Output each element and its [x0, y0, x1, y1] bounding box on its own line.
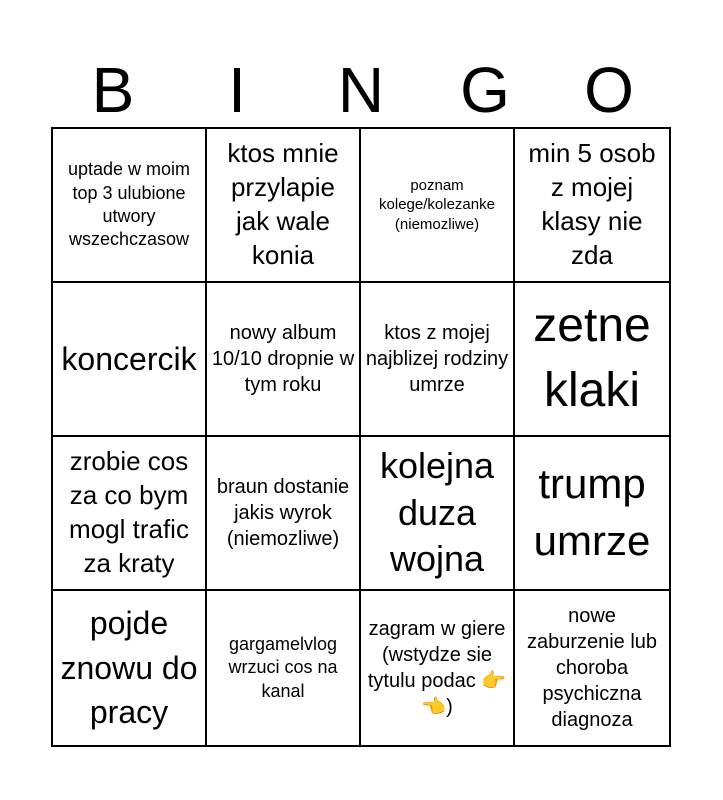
bingo-cell[interactable]: koncercik [53, 283, 207, 437]
bingo-cell[interactable]: uptade w moim top 3 ulubione utwory wszechczasow [53, 129, 207, 283]
bingo-cell[interactable]: gargamelvlog wrzuci cos na kanal [207, 591, 361, 745]
bingo-cell[interactable]: zrobie cos za co bym mogl trafic za kraty [53, 437, 207, 591]
header-letter-g: G [460, 54, 510, 126]
bingo-cell[interactable]: zagram w giere (wstydze sie tytulu podac 👉👈) [361, 591, 515, 745]
bingo-cell[interactable]: pojde znowu do pracy [53, 591, 207, 745]
header-letter-b: B [91, 54, 135, 126]
bingo-cell[interactable]: nowy album 10/10 dropnie w tym roku [207, 283, 361, 437]
header-letter-i: I [228, 54, 246, 126]
header-letter-o: O [584, 54, 634, 126]
bingo-cell[interactable]: braun dostanie jakis wyrok (niemozliwe) [207, 437, 361, 591]
bingo-header [51, 52, 671, 128]
bingo-cell[interactable]: ktos mnie przylapie jak wale konia [207, 129, 361, 283]
bingo-cell[interactable]: zetne klaki [515, 283, 669, 437]
bingo-cell[interactable]: trump umrze [515, 437, 669, 591]
bingo-cell[interactable]: ktos z mojej najblizej rodziny umrze [361, 283, 515, 437]
bingo-cell[interactable]: nowe zaburzenie lub choroba psychiczna diagnoza [526, 605, 658, 731]
header-letter-n: N [337, 54, 385, 126]
bingo-cell[interactable]: kolejna duza wojna [361, 437, 515, 591]
bingo-board [51, 127, 671, 747]
bingo-cell[interactable]: min 5 osob z mojej klasy nie zda [515, 129, 669, 283]
bingo-cell[interactable]: poznam kolege/kolezanke (niemozliwe) [361, 129, 515, 283]
